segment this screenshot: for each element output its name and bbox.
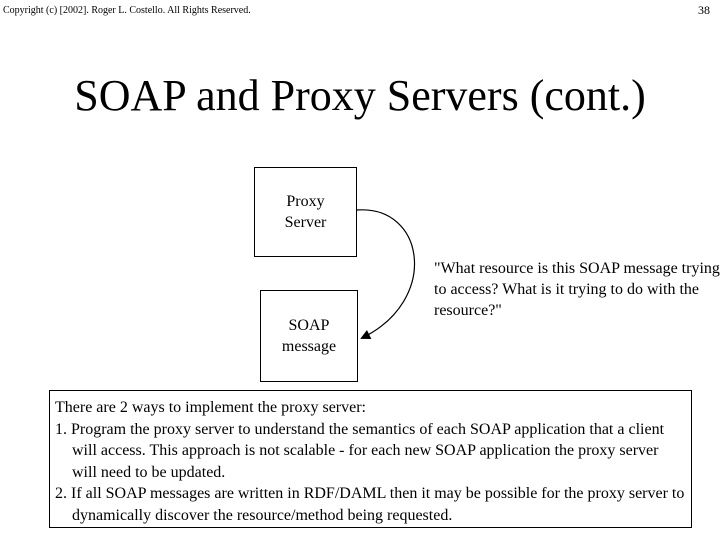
page-number: 38 (698, 3, 710, 17)
question-text: "What resource is this SOAP message trying to access? What is it trying to do with the resource?" (434, 260, 720, 319)
proxy-server-label: Proxy Server (284, 193, 327, 231)
list-item: 1. Program the proxy server to understand the semantics of each SOAP application that a client will access. This approach is not scalable - for each new SOAP application the proxy server will need to be updated. (55, 420, 665, 481)
copyright-notice: Copyright (c) [2002]. Roger L. Costello. All Rights Reserved. (3, 5, 251, 16)
explanation-box (49, 390, 692, 528)
soap-message-label: SOAP message (281, 317, 337, 355)
explanation-intro: There are 2 ways to implement the proxy server: (55, 399, 366, 416)
proxy-server-box (254, 167, 357, 257)
slide-title: SOAP and Proxy Servers (cont.) (74, 71, 646, 120)
list-item: 2. If all SOAP messages are written in RDF/DAML then it may be possible for the proxy server to dynamically discover the resource/method being requested. (55, 485, 685, 524)
soap-message-box (260, 290, 358, 382)
